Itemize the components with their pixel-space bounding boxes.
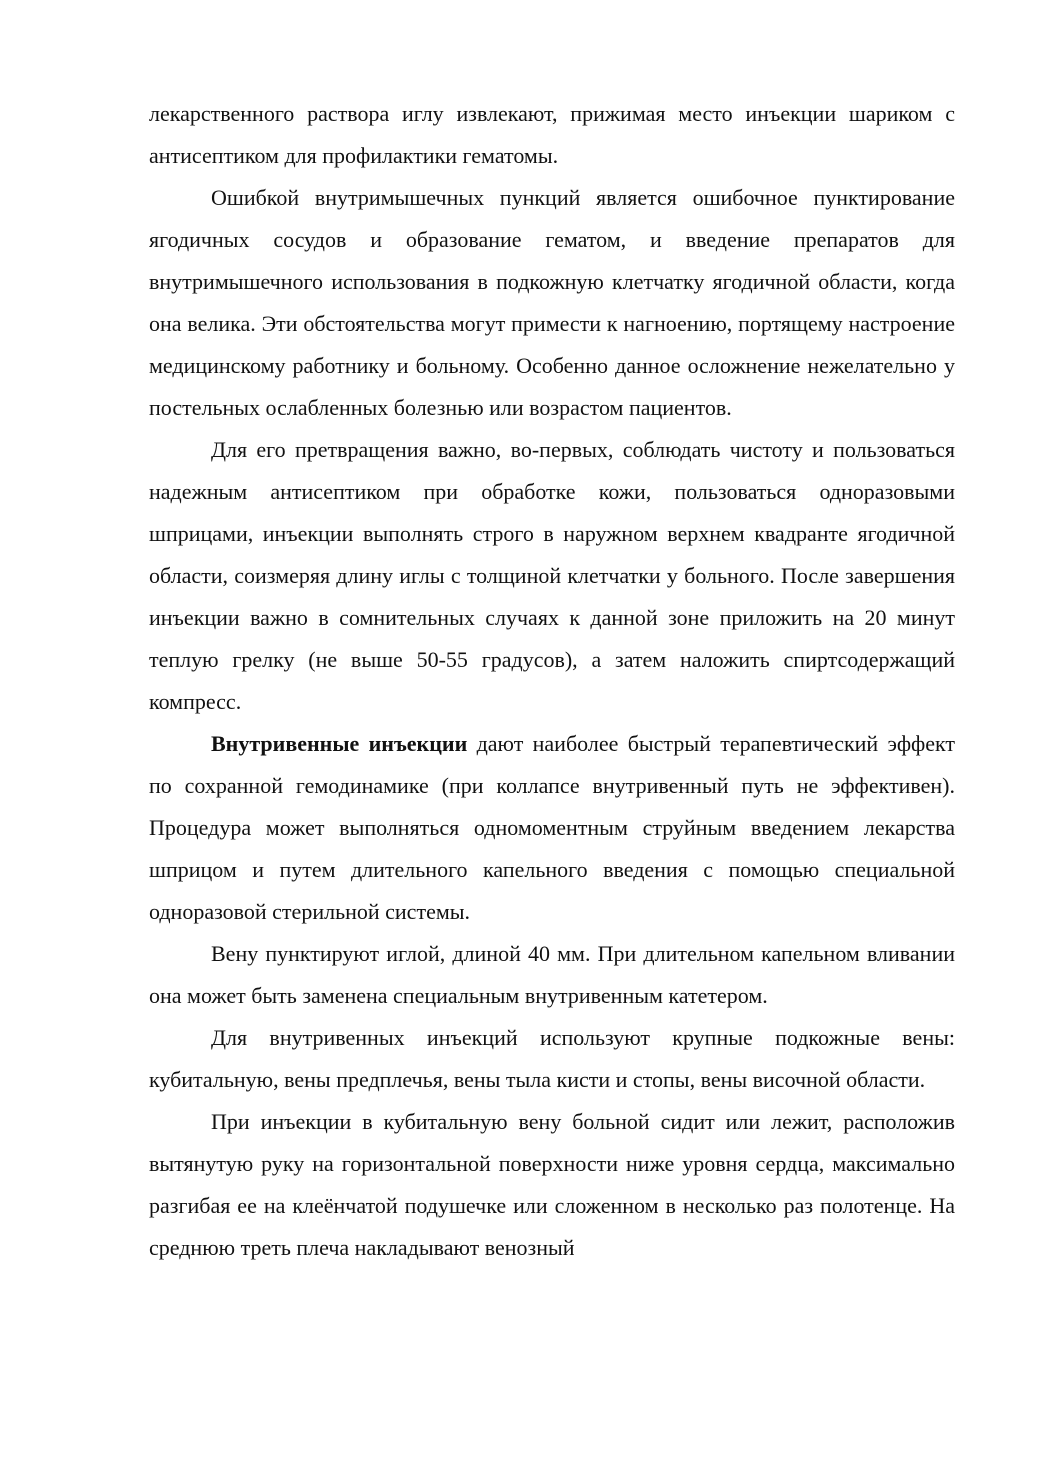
paragraph-3 [149, 429, 955, 723]
paragraph-1 [149, 93, 955, 177]
paragraph-7 [149, 1101, 955, 1269]
paragraph-bold-lead: Внутривенные инъекции [211, 731, 468, 756]
paragraph-text: При инъекции в кубитальную вену больной сидит или лежит, расположив вытянутую руку на горизонтальной поверхности ниже уровня сердца, максимально разгибая ее на клеёнчатой подушечке или сложенном в несколько раз полотенце. На среднюю треть плеча накладывают венозный [149, 1109, 955, 1260]
paragraph-text: лекарственного раствора иглу извлекают, прижимая место инъекции шариком с антисептиком для профилактики гематомы. [149, 101, 955, 168]
paragraph-text: Вену пунктируют иглой, длиной 40 мм. При длительном капельном вливании она может быть заменена специальным внутривенным катетером. [149, 941, 955, 1008]
paragraph-text: Ошибкой внутримышечных пункций является ошибочное пунктирование ягодичных сосудов и образование гематом, и введение препаратов для внутримышечного использования в подкожную клетчатку ягодичной области, когда она велика. Эти обстоятельства могут примести к нагноению, портящему настроение медицинскому работнику и больному. Особенно данное осложнение нежелательно у постельных ослабленных болезнью или возрастом пациентов. [149, 185, 955, 420]
document-page [149, 93, 955, 1269]
paragraph-text: Для внутривенных инъекций используют крупные подкожные вены: кубитальную, вены предплечья, вены тыла кисти и стопы, вены височной области. [149, 1025, 955, 1092]
paragraph-6 [149, 1017, 955, 1101]
paragraph-2 [149, 177, 955, 429]
paragraph-text: дают наиболее быстрый терапевтический эффект по сохранной гемодинамике (при коллапсе внутривенный путь не эффективен). Процедура может выполняться одномоментным струйным введением лекарства шприцом и путем длительного капельного введения с помощью специальной одноразовой стерильной системы. [149, 731, 956, 924]
paragraph-5 [149, 933, 955, 1017]
paragraph-4 [149, 723, 955, 933]
paragraph-text: Для его претвращения важно, во-первых, соблюдать чистоту и пользоваться надежным антисептиком при обработке кожи, пользоваться одноразовыми шприцами, инъекции выполнять строго в наружном верхнем квадранте ягодичной области, соизмеряя длину иглы с толщиной клетчатки у больного. После завершения инъекции важно в сомнительных случаях к данной зоне приложить на 20 минут теплую грелку (не выше 50-55 градусов), а затем наложить спиртсодержащий компресс. [149, 437, 955, 714]
